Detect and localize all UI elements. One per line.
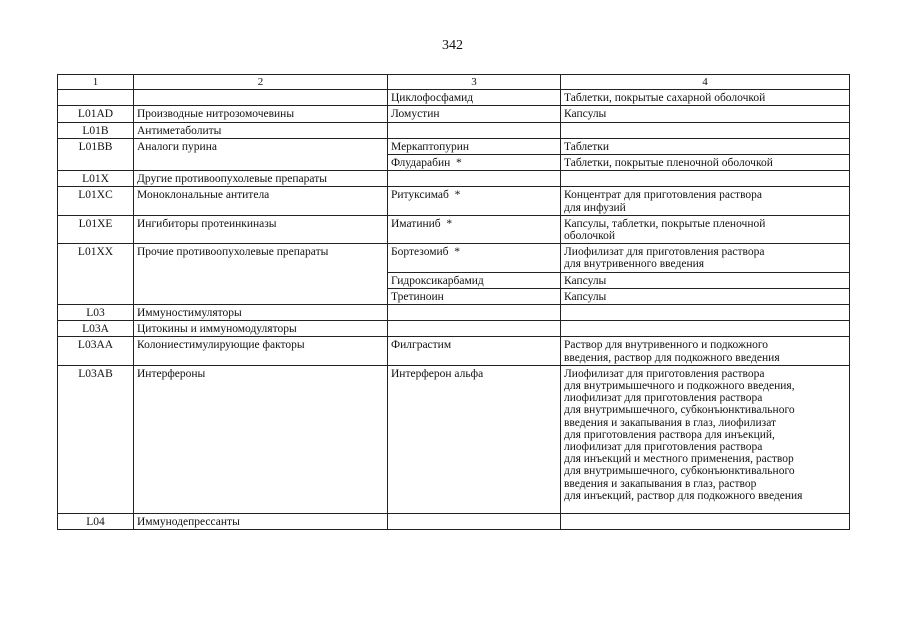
- atc-group-name: Колониестимулирующие факторы: [134, 337, 388, 365]
- atc-code: L03AA: [58, 337, 134, 365]
- atc-group-name: Иммуностимуляторы: [134, 305, 388, 321]
- dosage-form: Лиофилизат для приготовления раствора для внутривенного введения: [561, 244, 850, 272]
- table-row: [58, 122, 850, 138]
- atc-group-name: Интерфероны: [134, 365, 388, 513]
- dosage-form: Таблетки: [561, 138, 850, 154]
- drug-name: Ритуксимаб *: [388, 187, 561, 215]
- table-row: [58, 106, 850, 122]
- drug-name: [388, 513, 561, 529]
- table-row: [58, 244, 850, 272]
- table-row: [58, 215, 850, 243]
- drug-name: Интерферон альфа: [388, 365, 561, 513]
- dosage-form: Таблетки, покрытые сахарной оболочкой: [561, 90, 850, 106]
- atc-group-name: [134, 90, 388, 106]
- dosage-form: Капсулы: [561, 288, 850, 304]
- table-row: [58, 321, 850, 337]
- atc-group-name: Другие противоопухолевые препараты: [134, 171, 388, 187]
- drug-table: [57, 74, 850, 530]
- dosage-form: Лиофилизат для приготовления раствора для внутримышечного и подкожного введения, лиофилизат для приготовления раствора для внутримышечного, субконъюнктивального введения и закапывания в глаз, лиофилизат для приготовления раствора для инъекций, лиофилизат для приготовления раствора для инъекций и местного применения, раствор для внутримышечного, субконъюнктивального введения и закапывания в глаз, раствор для инъекций, раствор для подкожного введения: [561, 365, 850, 513]
- drug-name: Иматиниб *: [388, 215, 561, 243]
- drug-name: [388, 122, 561, 138]
- drug-name: Филграстим: [388, 337, 561, 365]
- dosage-form: [561, 171, 850, 187]
- atc-code: L01XC: [58, 187, 134, 215]
- table-row: [58, 187, 850, 215]
- dosage-form: [561, 305, 850, 321]
- atc-group-name: Прочие противоопухолевые препараты: [134, 244, 388, 305]
- atc-code: L01AD: [58, 106, 134, 122]
- header-col-3: 3: [388, 75, 561, 90]
- atc-group-name: Производные нитрозомочевины: [134, 106, 388, 122]
- atc-code: L01BB: [58, 138, 134, 170]
- drug-name: Циклофосфамид: [388, 90, 561, 106]
- drug-name: [388, 305, 561, 321]
- dosage-form: Концентрат для приготовления раствора для инфузий: [561, 187, 850, 215]
- dosage-form: Капсулы: [561, 106, 850, 122]
- header-col-2: 2: [134, 75, 388, 90]
- atc-group-name: Цитокины и иммуномодуляторы: [134, 321, 388, 337]
- dosage-form: Таблетки, покрытые пленочной оболочкой: [561, 155, 850, 171]
- table-row: [58, 337, 850, 365]
- table-row: [58, 90, 850, 106]
- atc-code: [58, 90, 134, 106]
- dosage-form: Капсулы, таблетки, покрытые пленочной оболочкой: [561, 215, 850, 243]
- drug-name: Третиноин: [388, 288, 561, 304]
- table-row: [58, 171, 850, 187]
- atc-code: L01X: [58, 171, 134, 187]
- page-number: 342: [442, 38, 463, 53]
- atc-group-name: Антиметаболиты: [134, 122, 388, 138]
- dosage-form: [561, 321, 850, 337]
- atc-group-name: Моноклональные антитела: [134, 187, 388, 215]
- dosage-form: [561, 122, 850, 138]
- atc-code: L01XE: [58, 215, 134, 243]
- atc-code: L04: [58, 513, 134, 529]
- table-header: [58, 75, 850, 90]
- drug-name: Бортезомиб *: [388, 244, 561, 272]
- dosage-form: Раствор для внутривенного и подкожного введения, раствор для подкожного введения: [561, 337, 850, 365]
- table-row: [58, 305, 850, 321]
- atc-code: L01XX: [58, 244, 134, 305]
- atc-group-name: Иммунодепрессанты: [134, 513, 388, 529]
- drug-name: Флударабин *: [388, 155, 561, 171]
- atc-code: L03AB: [58, 365, 134, 513]
- header-col-4: 4: [561, 75, 850, 90]
- drug-name: [388, 171, 561, 187]
- atc-group-name: Аналоги пурина: [134, 138, 388, 170]
- drug-name: Меркаптопурин: [388, 138, 561, 154]
- table-row: [58, 138, 850, 154]
- table-row: [58, 365, 850, 513]
- drug-name: [388, 321, 561, 337]
- atc-code: L01B: [58, 122, 134, 138]
- drug-name: Гидроксикарбамид: [388, 272, 561, 288]
- dosage-form: [561, 513, 850, 529]
- atc-code: L03: [58, 305, 134, 321]
- table-row: [58, 513, 850, 529]
- atc-group-name: Ингибиторы протеинкиназы: [134, 215, 388, 243]
- drug-name: Ломустин: [388, 106, 561, 122]
- table-body: [58, 90, 850, 530]
- atc-code: L03A: [58, 321, 134, 337]
- header-col-1: 1: [58, 75, 134, 90]
- dosage-form: Капсулы: [561, 272, 850, 288]
